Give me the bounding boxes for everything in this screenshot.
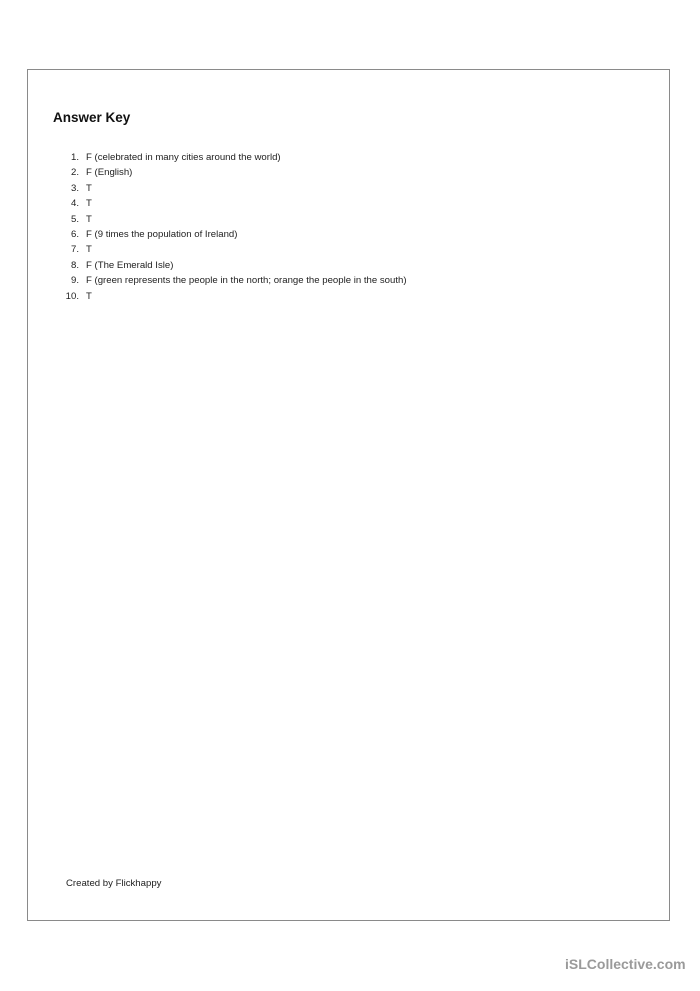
item-text: F (celebrated in many cities around the world) <box>86 152 281 163</box>
list-item <box>56 165 407 180</box>
item-number: 3. <box>70 182 79 194</box>
list-item <box>56 196 407 211</box>
item-text: T <box>86 182 92 194</box>
list-item <box>56 150 407 165</box>
footer-credit: Created by Flickhappy <box>66 878 162 889</box>
list-item <box>56 258 407 273</box>
list-item <box>56 289 407 304</box>
item-number: 2. <box>70 167 79 179</box>
item-number: 6. <box>70 228 79 240</box>
list-item <box>56 227 407 242</box>
page-title: Answer Key <box>53 110 131 125</box>
watermark: iSLCollective.com <box>565 956 686 972</box>
answer-list <box>56 150 407 304</box>
list-item <box>56 273 407 288</box>
list-item <box>56 212 407 227</box>
item-text: F (English) <box>86 167 133 179</box>
item-text: F (The Emerald Isle) <box>86 259 174 271</box>
item-number: 5. <box>70 213 79 225</box>
document-page <box>27 69 670 921</box>
list-item <box>56 242 407 257</box>
item-text: T <box>86 213 92 225</box>
item-number: 8. <box>70 259 79 271</box>
item-number: 1. <box>70 152 79 163</box>
item-text: F (green represents the people in the north; orange the people in the south) <box>86 275 407 287</box>
list-item <box>56 181 407 196</box>
item-text: F (9 times the population of Ireland) <box>86 228 238 240</box>
item-number: 4. <box>70 198 79 210</box>
item-text: T <box>86 198 92 210</box>
item-text: T <box>86 290 92 302</box>
item-number: 7. <box>70 244 79 256</box>
item-text: T <box>86 244 92 256</box>
item-number: 9. <box>70 275 79 287</box>
item-number: 10. <box>65 290 79 302</box>
